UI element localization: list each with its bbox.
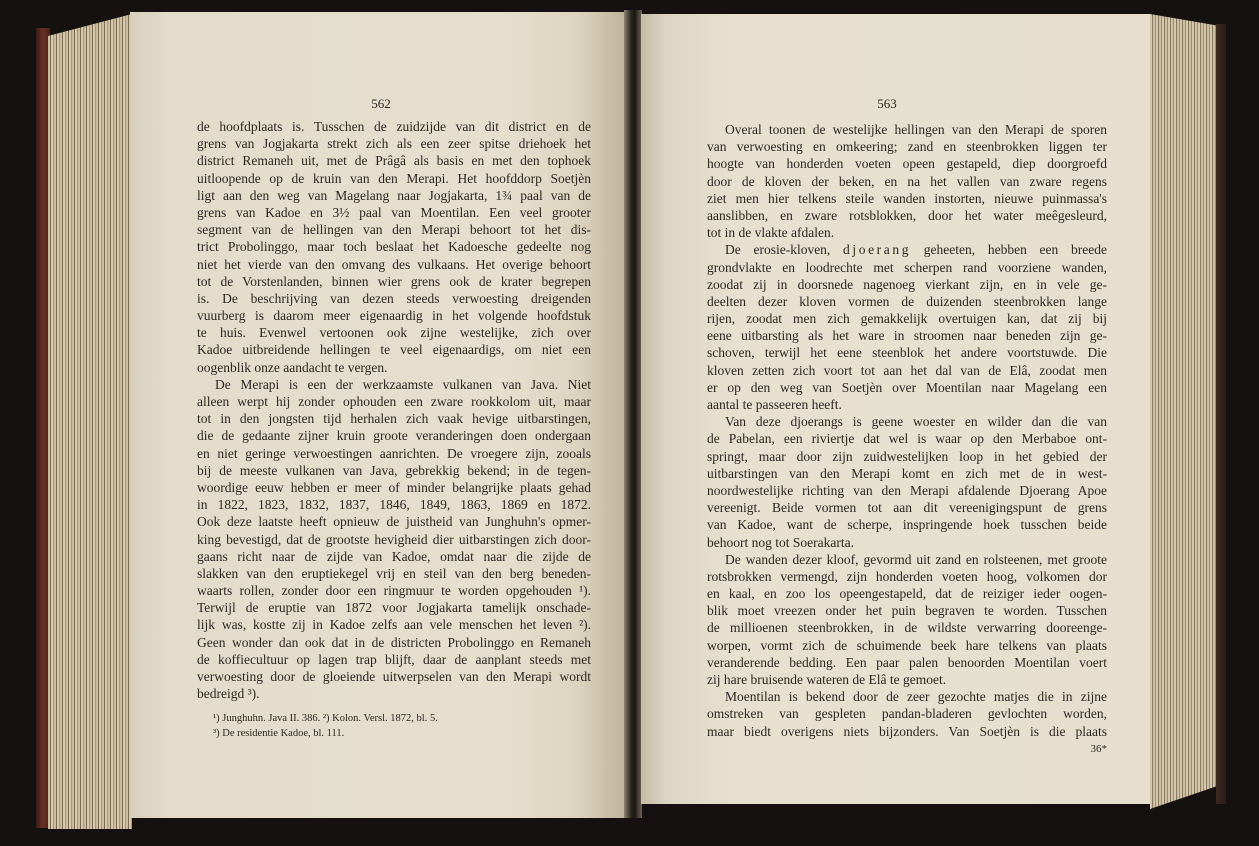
text-line: bij de meeste vulkanen van Java, gebrekkig bekend; in de tegen- (197, 462, 591, 478)
text-line: is. De beschrijving van dezen steeds verwoesting dreigenden (197, 290, 591, 306)
text-line: van Kadoe, want de scherpe, inspringende hoek tusschen beide (707, 517, 1107, 533)
footnote: ¹) Junghuhn. Java II. 386. ²) Kolon. Versl. 1872, bl. 5. (213, 713, 438, 724)
text-line: Geen wonder dan ook dat in de districten Probolinggo en Remaneh (197, 634, 591, 650)
text-line: lijk was, kostte zij in Kadoe zelfs aan vele menschen het leven ²). (197, 617, 591, 633)
text-line: aanslibben, en zware rotsblokken, door het water meêgesleurd, (707, 207, 1107, 223)
book-cover-right-edge (1216, 24, 1226, 804)
text-line: slakken van den eruptiekegel vrij en steil van den berg beneden- (197, 565, 591, 581)
text-line: maar biedt overigens niets bijzonders. Van Soetjèn is die plaats (707, 723, 1107, 739)
text-line: zij hare bruisende wateren de Elâ te gemoet. (707, 672, 947, 687)
text-line: waarts rollen, zonder door een ringmuur te worden opgehouden ¹). (197, 583, 591, 599)
text-line: niet het vierde van den omvang des vulkaans. Het overige behoort (197, 256, 591, 272)
text-line: woordige eeuw hebben er meer of minder belangrijke plaats gehad (197, 479, 591, 495)
text-line: hoogte van honderden voeten opeen gestapeld, diep doorgroefd (707, 156, 1107, 172)
text-line: aantal te passeeren heeft. (707, 397, 842, 412)
text-line: er op den weg van Soetjèn over Moentilan naar Magelang een (707, 379, 1107, 395)
text-line: die de gedaante zijner kruin groote veranderingen doen ondergaan (197, 428, 591, 444)
text-line: uitloopende op de kruin van den Merapi. Het hoofddorp Soetjèn (197, 170, 591, 186)
text-line: rijen, zoodat men zich gemakkelijk overtuigen kan, dat zij bij (707, 311, 1107, 327)
text-line: oogenblik onze aandacht te vergen. (197, 359, 388, 375)
book-spine (624, 10, 642, 818)
text-line: vereenigt. Beide vormen tot aan dit vereenigingspunt de grens (707, 500, 1107, 516)
text-line: district Remaneh uit, met de Prâgâ als basis en met den tophoek (197, 153, 591, 169)
text-line: en kaal, en zoo los opeengestapeld, dat de reiziger ieder oogen- (707, 586, 1107, 602)
text-line: De Merapi is een der werkzaamste vulkanen van Java. Niet (215, 376, 591, 392)
text-line (707, 241, 1107, 258)
footnote: ³) De residentie Kadoe, bl. 111. (213, 728, 345, 739)
text-line: deelten dezer kloven vormen de duizenden steenbrokken lange (707, 293, 1107, 309)
text-line: de millioenen steenbrokken, in de wildste verwarring dooreenge- (707, 620, 1107, 636)
left-page-number: 562 (371, 96, 391, 111)
footnotes (213, 711, 593, 741)
text-line: blik moet vreezen onder het puin begraven te worden. Tusschen (707, 603, 1107, 619)
text-line: king bevestigd, dat de grootste hevigheid dier uitbarstingen zich door- (197, 531, 591, 547)
text-line: ligt aan den weg van Magelang naar Jogjakarta, 1¾ paal van de (197, 187, 591, 203)
text-line: grens van Kadoe en 3½ paal van Moentilan. Een veel grooter (197, 204, 591, 220)
text-line: tot in de vlakte afdalen. (707, 225, 835, 241)
text-line: omstreken van gespleten pandan-bladeren gevlochten worden, (707, 706, 1107, 722)
text-line: segment van de hellingen van den Merapi behoort tot het dis- (197, 222, 591, 238)
text-line: zoodat zij in doorsnede nagenoeg vierkant zijn, en in vele ge- (707, 276, 1107, 292)
text-segment: geheeten, hebben een breede (911, 242, 1107, 258)
text-line: ziet men hier telkens steile wanden instorten, nieuwe puinmassa's (707, 190, 1107, 206)
text-line: rotsbrokken vermengd, zijn honderden voeten hoog, volkomen dor (707, 568, 1107, 584)
text-line: van verwoesting en omkeering; zand en steenbrokken liggen ter (707, 139, 1107, 155)
text-line: Kadoe uitbreidende hellingen te veel eigenaardigs, om niet een (197, 342, 591, 358)
text-line: Ook deze laatste heeft opnieuw de juistheid van Junghuhn's opmer- (197, 514, 591, 530)
signature-mark: 36* (1090, 742, 1107, 755)
text-line: De wanden dezer kloof, gevormd uit zand en rolsteenen, met groote (725, 551, 1107, 567)
text-line: noordwestelijke richting van den Merapi afdalende Djoerang Apoe (707, 482, 1107, 498)
right-page-number: 563 (877, 96, 897, 111)
text-line: kloven zetten zich voort tot aan het dal van de Elâ, zoodat men (707, 362, 1107, 378)
text-line: de hoofdplaats is. Tusschen de zuidzijde van dit district en de (197, 119, 591, 134)
text-line: door de kloven der beken, en na het vallen van zware regens (707, 173, 1107, 189)
text-line: eene uitbarsting als het ware in stroomen naar beneden zijn ge- (707, 328, 1107, 344)
text-line: springt, maar door zijn zuidwestelijken loop in het gebied der (707, 448, 1107, 464)
text-segment: De erosie-kloven, (725, 242, 844, 258)
text-line: grondvlakte en loodrechte met scherpen rand voorziene wanden, (707, 259, 1107, 275)
left-page-text (197, 118, 591, 702)
text-line: Moentilan is bekend door de zeer gezochte matjes die in zijne (725, 689, 1107, 705)
text-line: vuurberg is daarom meer eigenaardig in het volgende hoofdstuk (197, 308, 591, 324)
text-line: trict Probolinggo, maar toch beslaat het Kadoesche gedeelte nog (197, 239, 591, 255)
text-line: Overal toonen de westelijke hellingen van den Merapi de sporen (725, 122, 1107, 137)
text-line: tot de Vorstenlanden, binnen wier grens ook de krater begrepen (197, 273, 591, 289)
text-line: in 1822, 1823, 1832, 1837, 1846, 1849, 1863, 1869 en 1872. (197, 497, 591, 513)
text-line: alleen werpt hij zonder ophouden een zware rookkolom uit, maar (197, 394, 591, 409)
text-line: bedreigd ³). (197, 686, 260, 702)
text-line: de Pabelan, een riviertje dat wel is waar op den Merbaboe ont- (707, 431, 1107, 447)
book-cover-left-edge (36, 28, 50, 828)
text-line: worpen, vormt zich de schuimende beek hare telkens van plaats (707, 637, 1107, 653)
page-stack-right (1150, 14, 1220, 809)
text-line: grens van Jogjakarta strekt zich als een zeer spitse driehoek het (197, 136, 591, 152)
page-stack-left (48, 14, 132, 829)
text-line: gaans richt naar de zijde van Kadoe, omdat naar die zijde de (197, 548, 591, 564)
text-line: verwoesting door de gloeiende uitwerpselen van den Merapi wordt (197, 669, 591, 684)
text-line: Terwijl de eruptie van 1872 voor Jogjakarta tamelijk onschade- (197, 600, 591, 616)
right-page-text (707, 121, 1107, 757)
text-line: uitbarstingen van den Merapi komt en zich met de in west- (707, 465, 1107, 481)
text-line: tot in den jongsten tijd herhalen zich vaak hevige uitbarstingen, (197, 411, 591, 427)
text-line: te huis. Evenwel vertoonen ook zijne westelijke, zich over (197, 325, 591, 341)
text-line: en niet geringe verwoestingen aanrichten. De vroegere zijn, zooals (197, 445, 591, 461)
spaced-emphasis-term: djoerang (843, 242, 912, 258)
text-line: de koffiecultuur op lagen trap blijft, daar de aanplant steeds met (197, 651, 591, 667)
text-line: Van deze djoerangs is geene woester en wilder dan die van (725, 414, 1107, 430)
text-line: veranderende bedding. Een paar palen benoorden Moentilan voert (707, 654, 1107, 670)
text-line: schoven, terwijl het eene steenblok het andere voortstuwde. Die (707, 345, 1107, 361)
text-line: behoort nog tot Soerakarta. (707, 534, 854, 550)
